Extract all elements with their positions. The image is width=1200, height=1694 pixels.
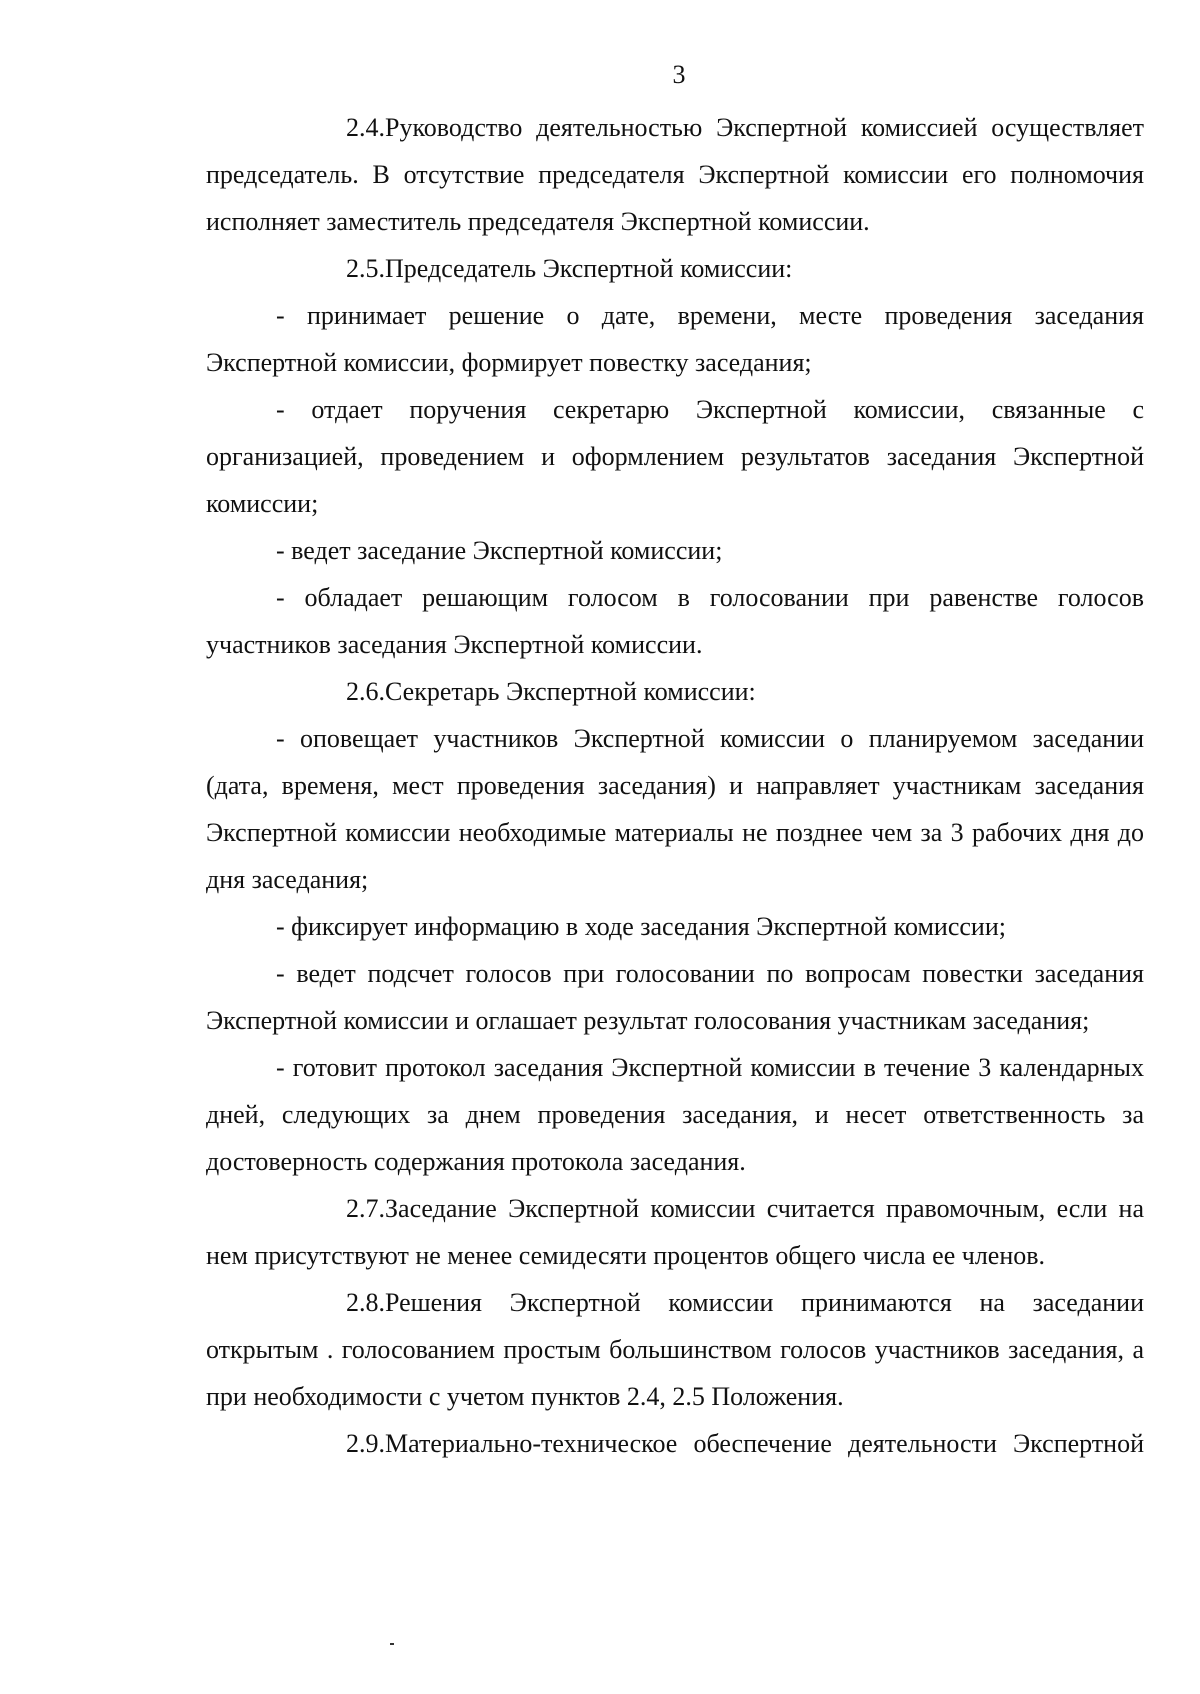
list-item <box>206 574 1144 668</box>
paragraph-text: - принимает решение о дате, времени, месте проведения заседания Экспертной комиссии, формирует повестку заседания; <box>206 301 1144 377</box>
paragraph-text: - обладает решающим голосом в голосовании при равенстве голосов участников заседания Экспертной комиссии. <box>206 583 1144 659</box>
paragraph-2-8 <box>206 1279 1144 1420</box>
list-item <box>206 1044 1144 1185</box>
paragraph-text: - фиксирует информацию в ходе заседания Экспертной комиссии; <box>276 912 1006 941</box>
paragraph-text: Секретарь Экспертной комиссии: <box>385 677 756 706</box>
paragraph-text: - ведет заседание Экспертной комиссии; <box>276 536 723 565</box>
paragraph-text: Руководство деятельностью Экспертной комиссией осуществляет председатель. В отсутствие председателя Экспертной комиссии его полномочия исполняет заместитель председателя Экспертной комиссии. <box>206 113 1144 236</box>
paragraph-text: - отдает поручения секретарю Экспертной комиссии, связанные с организацией, проведением и оформлением результатов заседания Экспертной комиссии; <box>206 395 1144 518</box>
paragraph-text: - оповещает участников Экспертной комиссии о планируемом заседании (дата, временя, мест проведения заседания) и направляет участникам заседания Экспертной комиссии необходимые материалы не позднее чем за 3 рабочих дня до дня заседания; <box>206 724 1144 894</box>
paragraph-2-6 <box>206 668 1144 715</box>
paragraph-2-4 <box>206 104 1144 245</box>
document-body <box>206 104 1144 1467</box>
scan-speck <box>390 1643 394 1645</box>
paragraph-text: Решения Экспертной комиссии принимаются на заседании открытым . голосованием простым большинством голосов участников заседания, а при необходимости с учетом пунктов 2.4, 2.5 Положения. <box>206 1288 1144 1411</box>
paragraph-2-9 <box>206 1420 1144 1467</box>
paragraph-text: Заседание Экспертной комиссии считается правомочным, если на нем присутствуют не менее семидесяти процентов общего числа ее членов. <box>206 1194 1144 1270</box>
list-item <box>206 527 1144 574</box>
list-item <box>206 903 1144 950</box>
paragraph-text: - готовит протокол заседания Экспертной комиссии в течение 3 календарных дней, следующих за днем проведения заседания, и несет ответственность за достоверность содержания протокола заседания. <box>206 1053 1144 1176</box>
list-item <box>206 292 1144 386</box>
paragraph-text: Материально-техническое обеспечение деятельности Экспертной <box>385 1429 1144 1458</box>
paragraph-number: 2.7. <box>346 1194 385 1223</box>
paragraph-number: 2.4. <box>346 113 385 142</box>
paragraph-number: 2.6. <box>346 677 385 706</box>
list-item <box>206 386 1144 527</box>
page-number: 3 <box>672 60 686 89</box>
paragraph-number: 2.9. <box>346 1429 385 1458</box>
paragraph-text: - ведет подсчет голосов при голосовании по вопросам повестки заседания Экспертной комиссии и оглашает результат голосования участникам заседания; <box>206 959 1144 1035</box>
paragraph-2-5 <box>206 245 1144 292</box>
paragraph-number: 2.8. <box>346 1288 385 1317</box>
paragraph-2-7 <box>206 1185 1144 1279</box>
paragraph-text: Председатель Экспертной комиссии: <box>385 254 793 283</box>
paragraph-number: 2.5. <box>346 254 385 283</box>
list-item <box>206 715 1144 903</box>
list-item <box>206 950 1144 1044</box>
